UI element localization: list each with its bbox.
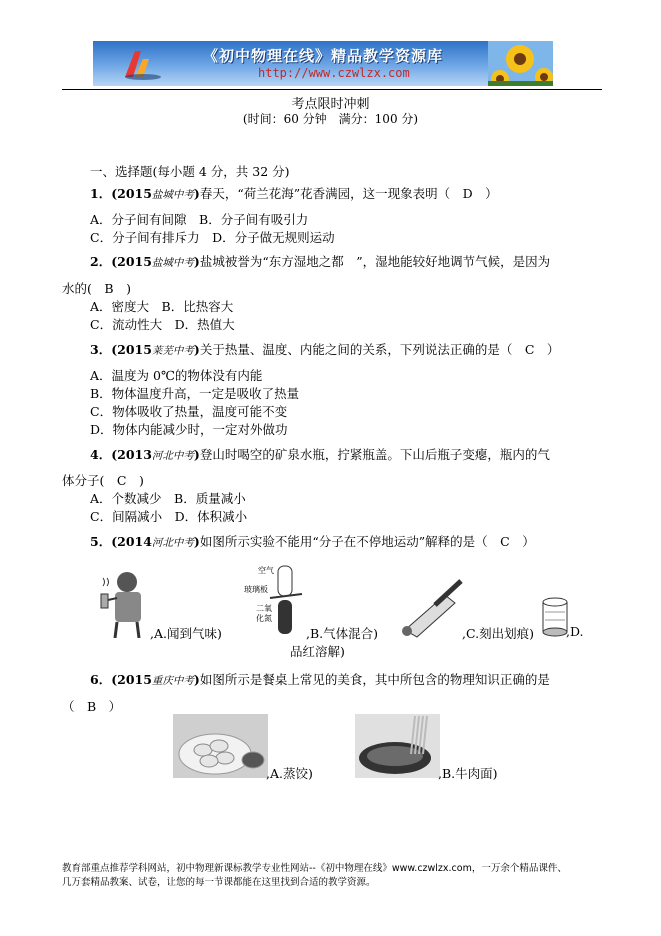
- figure-d-caption: ,D.: [566, 624, 584, 639]
- sunflower-icon: [488, 41, 553, 86]
- header-rule: [62, 89, 602, 90]
- banner-url[interactable]: http://www.czwlzx.com: [258, 66, 410, 80]
- figure-b-label: 化氮: [256, 614, 272, 623]
- figure-noodles-photo: [355, 714, 440, 778]
- question-3: 3．(2015莱芜中考)关于热量、温度、内能之间的关系，下列说法正确的是（ C ）: [90, 342, 560, 357]
- question-3-option: A．温度为 0℃的物体没有内能: [90, 368, 263, 383]
- question-6-cont: （ B ）: [62, 699, 122, 714]
- figure-b-label: 二氧: [256, 604, 272, 613]
- page-subtitle: (时间：60 分钟 满分：100 分): [242, 112, 419, 126]
- question-4-option: A．个数减少 B．质量减小: [90, 491, 246, 506]
- figure-b-label: 空气: [258, 566, 274, 575]
- question-4-option: C．间隔减小 D．体积减小: [90, 509, 248, 524]
- figure-b-caption: ,B.气体混合): [306, 626, 379, 641]
- section-heading: 一、选择题(每小题 4 分，共 32 分): [90, 164, 290, 179]
- footer-line: 教育部重点推荐学科网站，初中物理新课标教学专业性网站--《初中物理在线》www.czwlzx.com，一万余个精品课件、: [62, 863, 567, 874]
- question-3-option: D．物体内能减少时，一定对外做功: [90, 422, 288, 437]
- question-2: 2．(2015盐城中考)盐城被誉为“东方湿地之都 ”，湿地能较好地调节气候，是因为: [90, 254, 551, 269]
- footer-line: 几万套精品教案、试卷，让您的每一节课都能在这里找到合适的教学资源。: [62, 877, 376, 888]
- question-1-option: A．分子间有间隙 B．分子间有吸引力: [90, 212, 309, 227]
- question-1: 1．(2015盐城中考)春天，“荷兰花海”花香满园，这一现象表明（ D ）: [90, 186, 498, 201]
- figure-b-label: 玻璃板: [244, 585, 268, 594]
- figure-d-caption-cont: 品红溶解): [290, 644, 345, 659]
- logo-icon: [121, 47, 161, 81]
- figure-c-scratch: [395, 575, 465, 640]
- figure-a-smell: [95, 568, 150, 638]
- figure-dumplings-photo: [173, 714, 268, 778]
- figure-a-caption: ,A.闻到气味): [150, 626, 222, 641]
- question-6: 6．(2015重庆中考)如图所示是餐桌上常见的美食，其中所包含的物理知识正确的是: [90, 672, 550, 687]
- figure-c-caption: ,C.刻出划痕): [462, 626, 534, 641]
- question-3-option: B．物体温度升高，一定是吸收了热量: [90, 386, 300, 401]
- question-2-option: A．密度大 B．比热容大: [90, 299, 234, 314]
- question-4-cont: 体分子( C ): [62, 473, 144, 488]
- page-title: 考点限时冲刺: [291, 97, 370, 112]
- question-2-cont: 水的( B ): [62, 281, 131, 296]
- question-3-option: C．物体吸收了热量，温度可能不变: [90, 404, 288, 419]
- question-1-option: C．分子间有排斥力 D．分子做无规则运动: [90, 230, 335, 245]
- header-banner: [93, 41, 553, 86]
- question-5: 5．(2014河北中考)如图所示实验不能用“分子在不停地运动”解释的是（ C ）: [90, 534, 535, 549]
- figure-b-gas-mix: [240, 560, 310, 638]
- banner-title: 《初中物理在线》精品教学资源库: [203, 47, 444, 65]
- question-4: 4．(2013河北中考)登山时喝空的矿泉水瓶，拧紧瓶盖。下山后瓶子变瘪，瓶内的气: [90, 447, 550, 462]
- figure-6b-caption: ,B.牛肉面): [438, 766, 498, 781]
- figure-6a-caption: ,A.蒸饺): [266, 766, 313, 781]
- footer-note: [62, 862, 602, 890]
- question-2-option: C．流动性大 D．热值大: [90, 317, 235, 332]
